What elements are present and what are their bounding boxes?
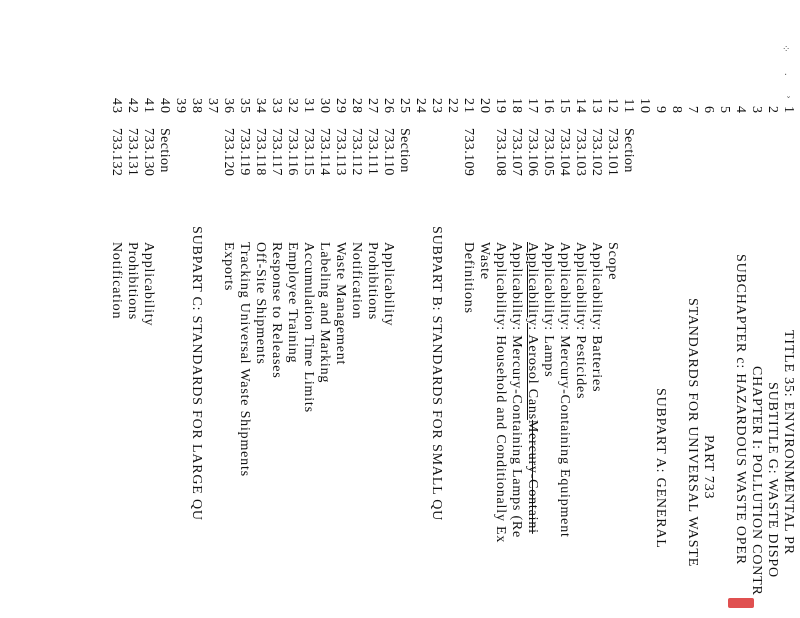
section-title: Notification xyxy=(109,242,124,320)
section-title: Definitions xyxy=(461,242,476,314)
section-title: Tracking Universal Waste Shipments xyxy=(237,242,252,477)
line-number: 18 xyxy=(509,98,524,114)
page-line-24 xyxy=(412,0,428,618)
chapter-line: CHAPTER I: POLLUTION CONTR xyxy=(749,366,764,596)
section-number: 733.115 xyxy=(301,128,316,176)
section-column-label: Section xyxy=(157,128,172,173)
section-column-label: Section xyxy=(397,128,412,173)
page-line-8 xyxy=(668,0,684,618)
line-number: 9 xyxy=(653,106,668,114)
toc-row xyxy=(572,0,588,618)
line-number: 2 xyxy=(765,106,780,114)
line-number: 30 xyxy=(317,98,332,114)
toc-row xyxy=(380,0,396,618)
page-line-40 xyxy=(156,0,172,618)
section-number: 733.105 xyxy=(541,128,556,177)
subpart-c-heading: SUBPART C: STANDARDS FOR LARGE QU xyxy=(189,226,204,521)
section-number: 733.113 xyxy=(333,128,348,176)
toc-row xyxy=(460,0,476,618)
section-number: 733.119 xyxy=(237,128,252,176)
toc-row xyxy=(284,0,300,618)
toc-row xyxy=(220,0,236,618)
page-line-2 xyxy=(764,0,780,618)
line-number: 22 xyxy=(445,98,460,114)
section-title: Off-Site Shipments xyxy=(253,242,268,365)
line-number: 15 xyxy=(557,98,572,114)
toc-row xyxy=(108,0,124,618)
line-number: 16 xyxy=(541,98,556,114)
line-number: 5 xyxy=(717,106,732,114)
line-number: 21 xyxy=(461,98,476,114)
toc-row xyxy=(588,0,604,618)
page-line-25 xyxy=(396,0,412,618)
toc-row xyxy=(540,0,556,618)
line-number: 13 xyxy=(589,98,604,114)
toc-row xyxy=(604,0,620,618)
inserted-text: Applicability: Aerosol Cans xyxy=(525,242,540,420)
line-number: 8 xyxy=(669,106,684,114)
page-line-37 xyxy=(204,0,220,618)
section-title: Waste Management xyxy=(333,242,348,366)
section-title: Response to Releases xyxy=(269,242,284,379)
section-number: 733.112 xyxy=(349,128,364,176)
section-number: 733.101 xyxy=(605,128,620,177)
section-title: Applicability: Pesticides xyxy=(573,242,588,400)
line-number: 36 xyxy=(221,98,236,114)
line-number: 23 xyxy=(429,98,444,114)
section-title: Labeling and Marking xyxy=(317,242,332,384)
section-title-continued: Waste xyxy=(477,242,492,280)
section-number: 733.102 xyxy=(589,128,604,177)
line-number: 31 xyxy=(301,98,316,114)
toc-row xyxy=(476,0,492,618)
page-line-22 xyxy=(444,0,460,618)
line-number: 24 xyxy=(413,98,428,114)
scan-speck: ⁘ xyxy=(782,44,791,55)
section-title: Notification xyxy=(349,242,364,320)
page-line-5 xyxy=(716,0,732,618)
line-number: 6 xyxy=(701,106,716,114)
line-number: 12 xyxy=(605,98,620,114)
toc-row xyxy=(252,0,268,618)
toc-row xyxy=(364,0,380,618)
section-title: Employee Training xyxy=(285,242,300,364)
part-line: PART 733 xyxy=(701,435,716,500)
line-number: 20 xyxy=(477,98,492,114)
line-number: 32 xyxy=(285,98,300,114)
section-number: 733.118 xyxy=(253,128,268,176)
section-title: Applicability: Mercury-Containing Lamps (Re xyxy=(509,242,524,539)
section-number: 733.106 xyxy=(525,128,540,177)
section-title: Applicability xyxy=(381,242,396,327)
line-number: 17 xyxy=(525,98,540,114)
line-number: 33 xyxy=(269,98,284,114)
section-title: Prohibitions xyxy=(365,242,380,321)
line-number: 11 xyxy=(621,98,636,114)
toc-row xyxy=(508,0,524,618)
section-number: 733.108 xyxy=(493,128,508,177)
section-title: Applicability: Mercury-Containing Equipment xyxy=(557,242,572,538)
section-title: Applicability: Household and Conditionally Ex xyxy=(493,242,508,544)
toc-row xyxy=(316,0,332,618)
section-title: Applicability xyxy=(141,242,156,327)
line-number: 25 xyxy=(397,98,412,114)
page-line-23 xyxy=(428,0,444,618)
page-line-11 xyxy=(620,0,636,618)
toc-row xyxy=(140,0,156,618)
line-number: 34 xyxy=(253,98,268,114)
line-number: 38 xyxy=(189,98,204,114)
toc-row xyxy=(124,0,140,618)
deleted-text: Mercury-Containi xyxy=(525,419,540,534)
scan-speck: ˇ xyxy=(786,96,791,107)
line-number: 7 xyxy=(685,106,700,114)
section-number: 733.111 xyxy=(365,128,380,176)
page-line-3 xyxy=(748,0,764,618)
section-number: 733.104 xyxy=(557,128,572,177)
toc-row xyxy=(556,0,572,618)
section-title: Exports xyxy=(221,242,236,292)
section-column-label: Section xyxy=(621,128,636,173)
page-line-1 xyxy=(780,0,796,618)
line-number: 4 xyxy=(733,106,748,114)
toc-row xyxy=(524,0,540,618)
toc-row xyxy=(268,0,284,618)
section-title: Scope xyxy=(605,242,620,281)
page-line-4 xyxy=(732,0,748,618)
section-number: 733.109 xyxy=(461,128,476,177)
section-title: Applicability: Lamps xyxy=(541,242,556,378)
subpart-b-heading: SUBPART B: STANDARDS FOR SMALL QU xyxy=(429,226,444,522)
scan-speck: · xyxy=(784,70,788,81)
toc-row xyxy=(332,0,348,618)
section-number: 733.114 xyxy=(317,128,332,176)
toc-row xyxy=(492,0,508,618)
section-number: 733.107 xyxy=(509,128,524,177)
section-number: 733.116 xyxy=(285,128,300,176)
subpart-a-heading: SUBPART A: GENERAL xyxy=(653,388,668,549)
section-number: 733.130 xyxy=(141,128,156,177)
line-number: 42 xyxy=(125,98,140,114)
title-line: TITLE 35: ENVIRONMENTAL PR xyxy=(781,330,796,555)
section-number: 733.120 xyxy=(221,128,236,177)
line-number: 35 xyxy=(237,98,252,114)
red-stamp-mark xyxy=(728,598,754,608)
line-number: 28 xyxy=(349,98,364,114)
toc-row xyxy=(236,0,252,618)
line-number: 10 xyxy=(637,98,652,114)
subtitle-line: SUBTITLE G: WASTE DISPO xyxy=(765,382,780,578)
section-title: Prohibitions xyxy=(125,242,140,321)
section-number: 733.132 xyxy=(109,128,124,177)
line-number: 37 xyxy=(205,98,220,114)
line-number: 26 xyxy=(381,98,396,114)
line-number: 3 xyxy=(749,106,764,114)
toc-row xyxy=(348,0,364,618)
section-number: 733.103 xyxy=(573,128,588,177)
line-number: 39 xyxy=(173,98,188,114)
section-number: 733.131 xyxy=(125,128,140,177)
line-number: 14 xyxy=(573,98,588,114)
page-line-7 xyxy=(684,0,700,618)
page-line-10 xyxy=(636,0,652,618)
page-line-9 xyxy=(652,0,668,618)
line-number: 27 xyxy=(365,98,380,114)
page-line-6 xyxy=(700,0,716,618)
line-number: 1 xyxy=(781,106,796,114)
section-title: Accumulation Time Limits xyxy=(301,242,316,413)
line-number: 19 xyxy=(493,98,508,114)
line-number: 41 xyxy=(141,98,156,114)
part-title-line: STANDARDS FOR UNIVERSAL WASTE xyxy=(685,298,700,568)
section-title xyxy=(524,242,540,534)
line-number: 43 xyxy=(109,98,124,114)
line-number: 40 xyxy=(157,98,172,114)
page-line-38 xyxy=(188,0,204,618)
toc-row xyxy=(300,0,316,618)
section-title: Applicability: Batteries xyxy=(589,242,604,393)
line-number: 29 xyxy=(333,98,348,114)
page-line-39 xyxy=(172,0,188,618)
subchapter-line: SUBCHAPTER c: HAZARDOUS WASTE OPER xyxy=(733,254,748,565)
section-number: 733.117 xyxy=(269,128,284,176)
section-number: 733.110 xyxy=(381,128,396,176)
